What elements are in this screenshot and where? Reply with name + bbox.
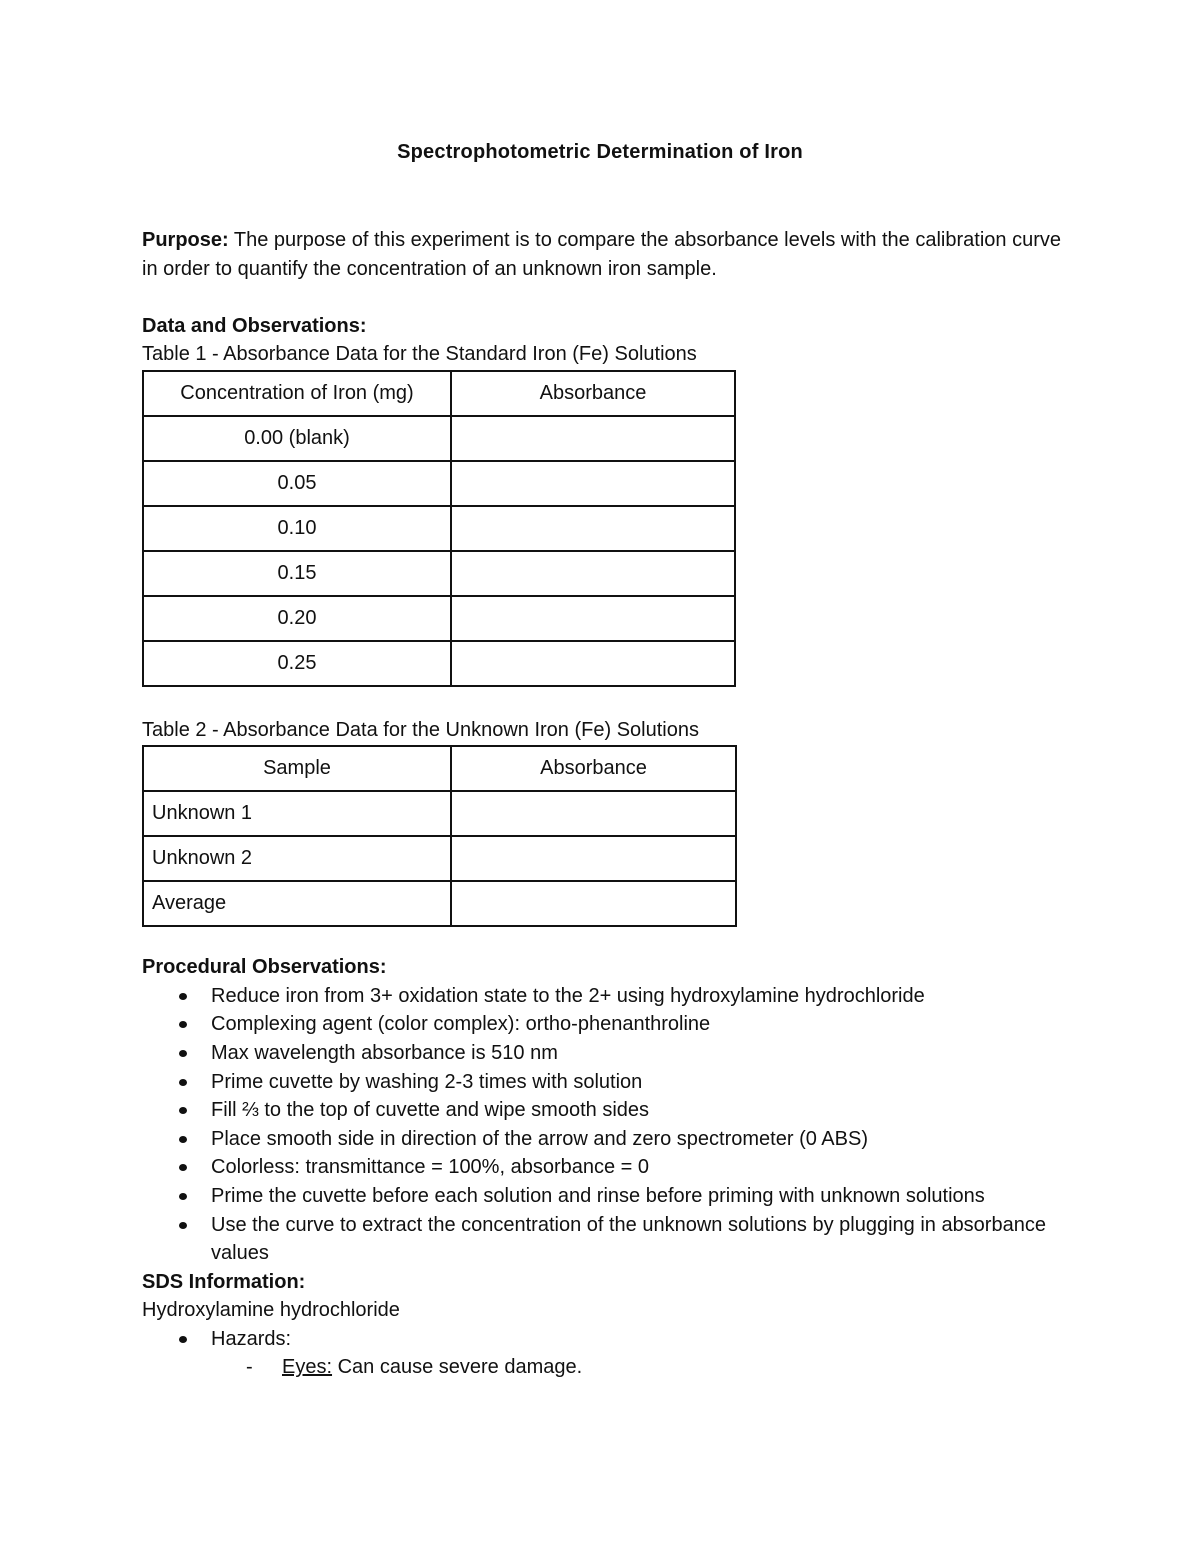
sds-hazards-list	[142, 1325, 1072, 1354]
concentration-cell: 0.25	[143, 641, 451, 686]
table-row	[143, 416, 735, 461]
table-row	[143, 641, 735, 686]
purpose-text: The purpose of this experiment is to compare the absorbance levels with the calibration curve in order to quantify the concentration of an unknown iron sample.	[142, 229, 1061, 280]
header-absorbance: Absorbance	[451, 371, 735, 416]
list-item: Prime cuvette by washing 2-3 times with solution	[142, 1068, 1072, 1097]
concentration-cell: 0.10	[143, 506, 451, 551]
table-row	[143, 596, 735, 641]
dash-bullet: -	[246, 1356, 253, 1379]
eyes-label: Eyes:	[282, 1356, 333, 1379]
absorbance-cell	[451, 596, 735, 641]
sample-cell: Unknown 2	[143, 836, 451, 881]
spacer	[142, 927, 1072, 953]
list-item: Use the curve to extract the concentration of the unknown solutions by plugging in absorbance values	[142, 1211, 1072, 1268]
standard-solutions-table	[142, 370, 736, 687]
table-header-row	[143, 746, 736, 791]
list-item: Fill ⅔ to the top of cuvette and wipe smooth sides	[142, 1096, 1072, 1125]
absorbance-cell	[451, 551, 735, 596]
list-item: Place smooth side in direction of the arrow and zero spectrometer (0 ABS)	[142, 1125, 1072, 1154]
list-item: Prime the cuvette before each solution and rinse before priming with unknown solutions	[142, 1182, 1072, 1211]
table1-caption: Table 1 - Absorbance Data for the Standard Iron (Fe) Solutions	[142, 343, 697, 366]
procedural-list	[142, 982, 1072, 1268]
header-sample: Sample	[143, 746, 451, 791]
list-item: Hazards:	[142, 1325, 1072, 1354]
table-row	[143, 881, 736, 926]
procedural-heading: Procedural Observations:	[142, 956, 387, 979]
unknown-solutions-table	[142, 745, 737, 927]
concentration-cell: 0.15	[143, 551, 451, 596]
header-concentration: Concentration of Iron (mg)	[143, 371, 451, 416]
list-item	[142, 1353, 1072, 1382]
list-item: Max wavelength absorbance is 510 nm	[142, 1039, 1072, 1068]
spacer	[142, 283, 1072, 312]
purpose-label: Purpose:	[142, 229, 229, 251]
list-item: Reduce iron from 3+ oxidation state to the 2+ using hydroxylamine hydrochloride	[142, 982, 1072, 1011]
sample-cell: Unknown 1	[143, 791, 451, 836]
table-row	[143, 551, 735, 596]
purpose-paragraph	[142, 226, 1072, 283]
data-heading: Data and Observations:	[142, 314, 367, 337]
eyes-text: Can cause severe damage.	[332, 1356, 583, 1379]
table-row	[143, 506, 735, 551]
document-title: Spectrophotometric Determination of Iron	[397, 141, 803, 163]
absorbance-cell	[451, 416, 735, 461]
concentration-cell: 0.05	[143, 461, 451, 506]
sample-cell: Average	[143, 881, 451, 926]
list-item: Complexing agent (color complex): ortho-phenanthroline	[142, 1010, 1072, 1039]
spacer	[142, 687, 1072, 716]
table-row	[143, 836, 736, 881]
table2-caption: Table 2 - Absorbance Data for the Unknown Iron (Fe) Solutions	[142, 718, 699, 741]
absorbance-cell	[451, 836, 736, 881]
absorbance-cell	[451, 881, 736, 926]
list-item: Colorless: transmittance = 100%, absorbance = 0	[142, 1153, 1072, 1182]
absorbance-cell	[451, 641, 735, 686]
concentration-cell: 0.20	[143, 596, 451, 641]
table-header-row	[143, 371, 735, 416]
document-body	[142, 226, 1072, 1382]
absorbance-cell	[451, 506, 735, 551]
table-row	[143, 461, 735, 506]
sds-heading: SDS Information:	[142, 1270, 306, 1293]
absorbance-cell	[451, 461, 735, 506]
concentration-cell: 0.00 (blank)	[143, 416, 451, 461]
header-absorbance: Absorbance	[451, 746, 736, 791]
table-row	[143, 791, 736, 836]
sds-chemical: Hydroxylamine hydrochloride	[142, 1299, 400, 1322]
sds-hazard-details	[142, 1353, 1072, 1382]
absorbance-cell	[451, 791, 736, 836]
